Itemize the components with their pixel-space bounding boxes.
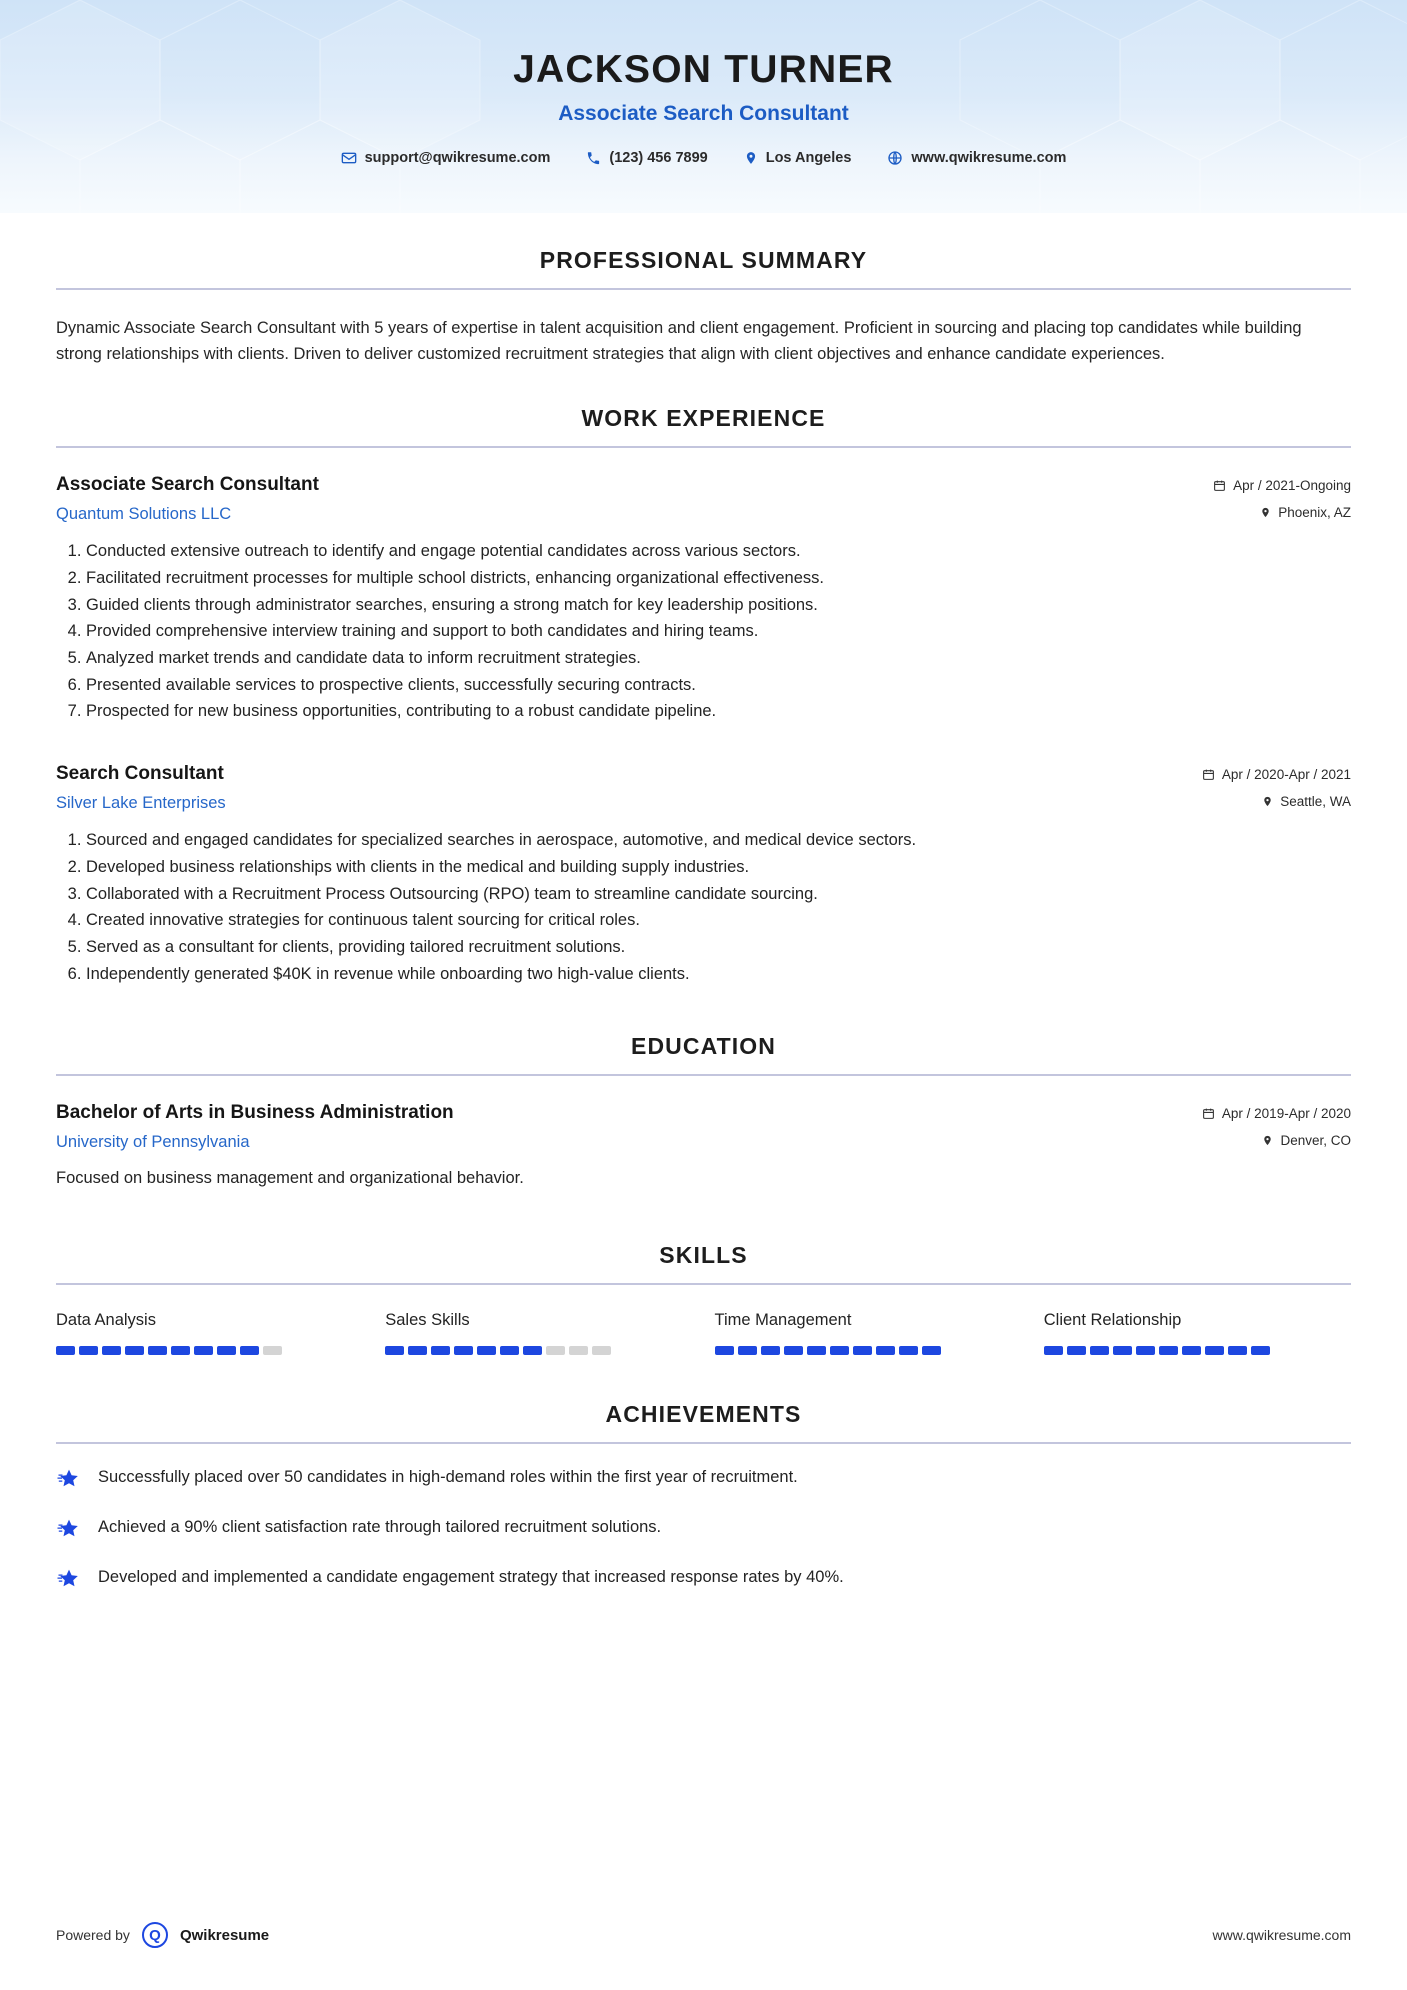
- skill-dot: [1205, 1346, 1224, 1355]
- skill-rating: [715, 1346, 1022, 1355]
- skill-dot: [1182, 1346, 1201, 1355]
- education-dates: [1202, 1106, 1351, 1121]
- job-role-subtitle: Associate Search Consultant: [558, 102, 849, 125]
- work-location: [1202, 794, 1351, 809]
- work-location-text: Seattle, WA: [1280, 794, 1351, 810]
- work-location-text: Phoenix, AZ: [1278, 505, 1351, 521]
- skill-dot: [408, 1346, 427, 1355]
- skill-dot: [922, 1346, 941, 1355]
- list-item: 2. Developed business relationships with clients in the medical and building supply industries.: [86, 854, 1351, 881]
- skill-dot: [217, 1346, 236, 1355]
- education-description: Focused on business management and organizational behavior.: [56, 1169, 524, 1188]
- skill-rating: [385, 1346, 692, 1355]
- skill-label: Client Relationship: [1043, 1311, 1182, 1330]
- skill-label: Data Analysis: [56, 1311, 156, 1330]
- list-item: 3. Collaborated with a Recruitment Process Outsourcing (RPO) team to streamline candidate sourcing.: [86, 881, 1351, 908]
- resume-header: [0, 0, 1407, 213]
- achievements-list: [56, 1466, 1351, 1596]
- contact-location[interactable]: [726, 150, 870, 166]
- skill-dot: [240, 1346, 259, 1355]
- skill-dot: [592, 1346, 611, 1355]
- skill-rating: [1044, 1346, 1351, 1355]
- achievement-text: Successfully placed over 50 candidates in high-demand roles within the first year of recruitment.: [98, 1468, 798, 1487]
- list-item: [56, 1466, 1351, 1496]
- section-achievements: [56, 1401, 1351, 1596]
- education-degree: Bachelor of Arts in Business Administration: [56, 1102, 454, 1124]
- list-item: 1. Conducted extensive outreach to identify and engage potential candidates across various sectors.: [86, 538, 1351, 565]
- section-divider: [56, 1283, 1351, 1285]
- skill-dot: [1228, 1346, 1247, 1355]
- brand-name[interactable]: Qwikresume: [179, 1926, 270, 1944]
- list-item: 6. Presented available services to prospective clients, successfully securing contracts.: [86, 672, 1351, 699]
- work-dates-text: Apr / 2021-Ongoing: [1233, 478, 1351, 494]
- skill-dot: [1113, 1346, 1132, 1355]
- skill-dot: [1044, 1346, 1063, 1355]
- contact-website-text: www.qwikresume.com: [911, 150, 1067, 166]
- section-title-education: EDUCATION: [631, 1033, 776, 1060]
- education-entry: [56, 1102, 1351, 1192]
- skill-item: [1044, 1311, 1351, 1355]
- contact-row: [0, 150, 1407, 166]
- work-job-title: Associate Search Consultant: [56, 474, 319, 496]
- skill-dot: [784, 1346, 803, 1355]
- globe-icon: [887, 150, 903, 166]
- contact-phone-text: (123) 456 7899: [609, 150, 708, 166]
- skill-dot: [1090, 1346, 1109, 1355]
- achievement-text: Achieved a 90% client satisfaction rate through tailored recruitment solutions.: [98, 1518, 662, 1537]
- list-item: [56, 1516, 1351, 1546]
- skill-dot: [385, 1346, 404, 1355]
- list-item: 4. Created innovative strategies for continuous talent sourcing for critical roles.: [86, 907, 1351, 934]
- skill-dot: [477, 1346, 496, 1355]
- section-education: [56, 1033, 1351, 1192]
- skill-dot: [807, 1346, 826, 1355]
- section-title-achievements: ACHIEVEMENTS: [605, 1401, 802, 1428]
- contact-phone[interactable]: [568, 150, 725, 166]
- work-dates: [1213, 478, 1351, 493]
- location-pin-icon: [1260, 506, 1271, 519]
- list-item: 3. Guided clients through administrator searches, ensuring a strong match for key leadership positions.: [86, 592, 1351, 619]
- calendar-icon: [1202, 1107, 1215, 1120]
- work-entry: [56, 763, 1351, 987]
- star-icon: [56, 1567, 82, 1596]
- work-bullet-list: [86, 827, 1351, 987]
- skill-label: Sales Skills: [385, 1311, 470, 1330]
- list-item: 4. Provided comprehensive interview training and support to both candidates and hiring teams.: [86, 618, 1351, 645]
- mail-icon: [341, 150, 357, 166]
- calendar-icon: [1202, 768, 1215, 781]
- section-skills: [56, 1242, 1351, 1355]
- contact-email[interactable]: [323, 150, 569, 166]
- list-item: 1. Sourced and engaged candidates for specialized searches in aerospace, automotive, and medical device sectors.: [86, 827, 1351, 854]
- section-title-work: WORK EXPERIENCE: [581, 405, 826, 432]
- footer-branding: [56, 1922, 269, 1948]
- work-company[interactable]: Quantum Solutions LLC: [56, 505, 232, 524]
- skill-dot: [1251, 1346, 1270, 1355]
- skill-item: [715, 1311, 1022, 1355]
- star-icon: [56, 1517, 82, 1546]
- list-item: 5. Served as a consultant for clients, providing tailored recruitment solutions.: [86, 934, 1351, 961]
- footer-website[interactable]: www.qwikresume.com: [1212, 1927, 1351, 1943]
- skill-dot: [171, 1346, 190, 1355]
- powered-by-label: Powered by: [56, 1927, 130, 1943]
- list-item: 2. Facilitated recruitment processes for multiple school districts, enhancing organizational effectiveness.: [86, 565, 1351, 592]
- work-company[interactable]: Silver Lake Enterprises: [56, 794, 226, 813]
- skill-dot: [569, 1346, 588, 1355]
- skill-dot: [79, 1346, 98, 1355]
- work-bullet-list: [86, 538, 1351, 725]
- skill-dot: [738, 1346, 757, 1355]
- section-professional-summary: [56, 247, 1351, 367]
- work-dates: [1202, 767, 1351, 782]
- phone-icon: [586, 151, 601, 166]
- list-item: 5. Analyzed market trends and candidate data to inform recruitment strategies.: [86, 645, 1351, 672]
- skill-dot: [56, 1346, 75, 1355]
- skill-dot: [853, 1346, 872, 1355]
- skills-grid: [56, 1311, 1351, 1355]
- page-footer: [56, 1922, 1351, 1948]
- skill-item: [385, 1311, 692, 1355]
- qwikresume-logo-icon: Q: [142, 1922, 168, 1948]
- location-pin-icon: [1262, 1134, 1273, 1147]
- list-item: 7. Prospected for new business opportunities, contributing to a robust candidate pipeline.: [86, 698, 1351, 725]
- skill-dot: [148, 1346, 167, 1355]
- star-icon: [56, 1467, 82, 1496]
- list-item: 6. Independently generated $40K in revenue while onboarding two high-value clients.: [86, 961, 1351, 988]
- section-divider: [56, 446, 1351, 448]
- work-entry: [56, 474, 1351, 725]
- location-pin-icon: [1262, 795, 1273, 808]
- section-work-experience: [56, 405, 1351, 987]
- skill-dot: [431, 1346, 450, 1355]
- skill-dot: [102, 1346, 121, 1355]
- education-school[interactable]: University of Pennsylvania: [56, 1133, 250, 1152]
- education-dates-text: Apr / 2019-Apr / 2020: [1221, 1106, 1351, 1122]
- skill-dot: [899, 1346, 918, 1355]
- skill-dot: [194, 1346, 213, 1355]
- skill-dot: [876, 1346, 895, 1355]
- location-pin-icon: [744, 150, 758, 166]
- calendar-icon: [1213, 479, 1226, 492]
- skill-dot: [1136, 1346, 1155, 1355]
- skill-dot: [1067, 1346, 1086, 1355]
- skill-dot: [546, 1346, 565, 1355]
- contact-location-text: Los Angeles: [765, 150, 852, 166]
- section-divider: [56, 1442, 1351, 1444]
- page-title: JACKSON TURNER: [513, 48, 894, 91]
- work-dates-text: Apr / 2020-Apr / 2021: [1221, 767, 1351, 783]
- skill-label: Time Management: [714, 1311, 852, 1330]
- skill-dot: [263, 1346, 282, 1355]
- work-job-title: Search Consultant: [56, 763, 224, 785]
- work-location: [1213, 505, 1351, 520]
- skill-dot: [125, 1346, 144, 1355]
- section-title-summary: PROFESSIONAL SUMMARY: [539, 247, 868, 273]
- section-divider: [56, 288, 1351, 290]
- skill-dot: [830, 1346, 849, 1355]
- list-item: [56, 1566, 1351, 1596]
- achievement-text: Developed and implemented a candidate engagement strategy that increased response rates by 40%.: [98, 1568, 844, 1587]
- skill-item: [56, 1311, 363, 1355]
- summary-text: Dynamic Associate Search Consultant with 5 years of expertise in talent acquisition and client engagement. Proficient in sourcing and placing top candidates while building strong relationships with clients. Driven to deliver customized recruitment strategies that align with client objectives and enhance candidate experiences.: [56, 319, 1302, 363]
- contact-email-text: support@qwikresume.com: [364, 150, 551, 166]
- skill-rating: [56, 1346, 363, 1355]
- section-title-skills: SKILLS: [659, 1242, 748, 1269]
- skill-dot: [523, 1346, 542, 1355]
- education-location-text: Denver, CO: [1280, 1133, 1351, 1149]
- skill-dot: [500, 1346, 519, 1355]
- skill-dot: [1159, 1346, 1178, 1355]
- skill-dot: [761, 1346, 780, 1355]
- education-location: [1202, 1133, 1351, 1148]
- skill-dot: [454, 1346, 473, 1355]
- contact-website[interactable]: [869, 150, 1084, 166]
- section-divider: [56, 1074, 1351, 1076]
- skill-dot: [715, 1346, 734, 1355]
